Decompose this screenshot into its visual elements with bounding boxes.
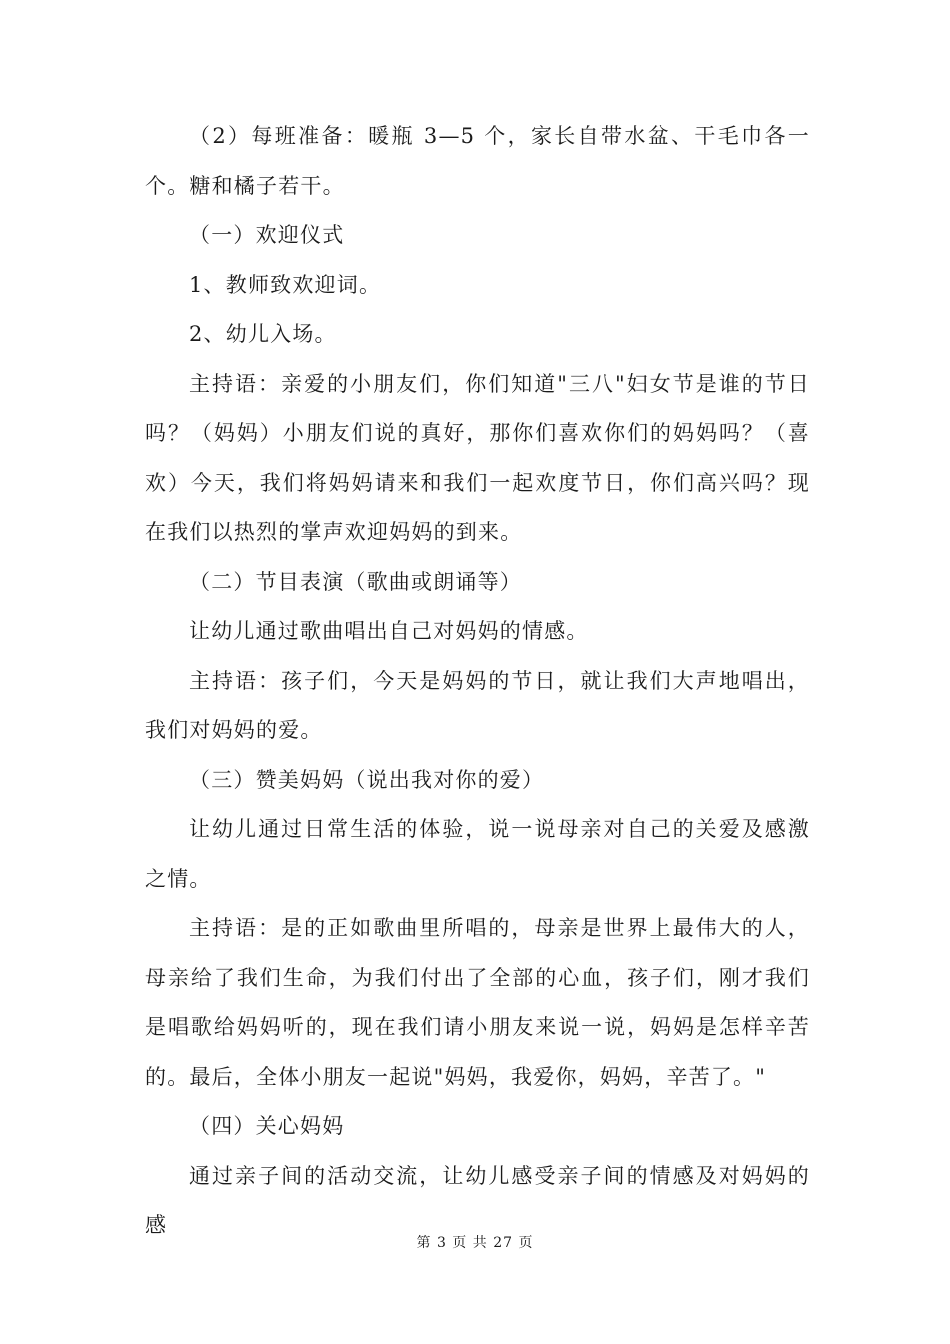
list-item-children-enter: 2、幼儿入场。 xyxy=(189,322,337,346)
section-heading-performance: （二）节目表演（歌曲或朗诵等） xyxy=(189,569,522,594)
paragraph-materials: （2）每班准备：暖瓶 3—5 个，家长自带水盆、干毛巾各一个。糖和橘子若干。 xyxy=(145,124,810,198)
paragraph-praise-desc: 让幼儿通过日常生活的体验，说一说母亲对自己的关爱及感激之情。 xyxy=(145,817,810,891)
paragraph-care-desc: 通过亲子间的活动交流，让幼儿感受亲子间的情感及对妈妈的感 xyxy=(145,1163,810,1237)
document-body xyxy=(145,112,810,1251)
section-heading-praise: （三）赞美妈妈（说出我对你的爱） xyxy=(189,767,545,792)
paragraph-host-speech-2: 主持语：孩子们，今天是妈妈的节日，就让我们大声地唱出，我们对妈妈的爱。 xyxy=(145,668,810,742)
paragraph-host-speech-3: 主持语：是的正如歌曲里所唱的，母亲是世界上最伟大的人，母亲给了我们生命，为我们付出了全部的心血，孩子们，刚才我们是唱歌给妈妈听的，现在我们请小朋友来说一说，妈妈是怎样辛苦的。最后，全体小朋友一起说"妈妈，我爱你，妈妈，辛苦了。" xyxy=(145,916,810,1089)
list-item-teacher-speech: 1、教师致欢迎词。 xyxy=(189,272,382,297)
paragraph-host-speech-1: 主持语：亲爱的小朋友们，你们知道"三八"妇女节是谁的节日吗？（妈妈）小朋友们说的真好，那你们喜欢你们的妈妈吗？（喜欢）今天，我们将妈妈请来和我们一起欢度节日，你们高兴吗？现在我们以热烈的掌声欢迎妈妈的到来。 xyxy=(145,371,810,544)
section-heading-welcome: （一）欢迎仪式 xyxy=(189,223,345,247)
section-heading-care: （四）关心妈妈 xyxy=(189,1114,345,1138)
page-number-footer: 第 3 页 共 27 页 xyxy=(416,1235,534,1251)
paragraph-performance-desc: 让幼儿通过歌曲唱出自己对妈妈的情感。 xyxy=(189,619,589,643)
